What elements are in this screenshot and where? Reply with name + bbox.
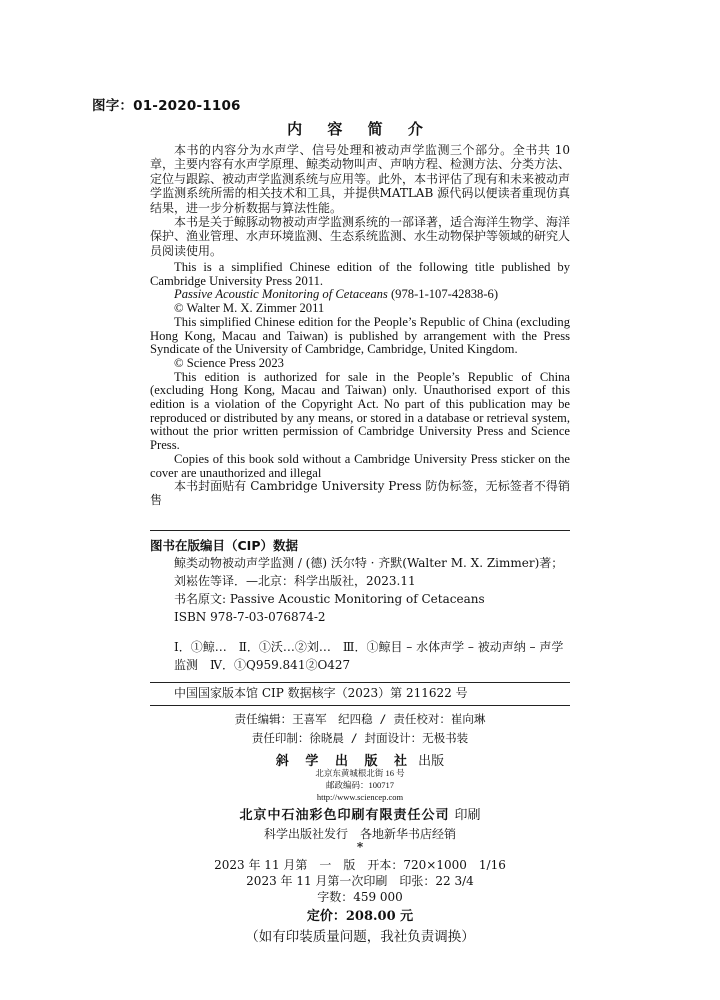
- original-isbn: (978-1-107-42838-6): [387, 287, 499, 302]
- printer-name: 北京中石油彩色印刷有限责任公司: [239, 808, 450, 823]
- intro-paragraph-1: 本书的内容分为水声学、信号处理和被动声学监测三个部分。全书共 10 章，主要内容有水声学原理、鲸类动物叫声、声呐方程、检测方法、分类方法、定位与跟踪、被动声学监测系统与应用等。此外，本书评估了现有和未来被动声学监测系统所需的相关技术和工具，并提供MATLAB 源代码以便读者重现仿真结果，进一步分析数据与算法性能。: [150, 143, 571, 215]
- publisher-name: 斜 学 出 版 社: [275, 754, 413, 769]
- cip-original-title: 书名原文: Passive Acoustic Monitoring of Cetaceans: [174, 592, 485, 606]
- quality-note: （如有印装质量问题，我社负责调换）: [245, 929, 475, 945]
- sticker-note-zh: 本书封面贴有 Cambridge University Press 防伪标签，无标签者不得销售: [150, 479, 570, 507]
- section-title: 内 容 简 介: [287, 120, 433, 138]
- cip-heading: 图书在版编目（CIP）数据: [150, 538, 298, 553]
- cip-library-record: [150, 684, 570, 702]
- original-title-line: [150, 288, 570, 302]
- price: 定价：208.00 元: [306, 909, 414, 924]
- publisher-postcode: 邮政编码：100717: [325, 780, 394, 790]
- sticker-note: Copies of this book sold without a Cambridge University Press sticker on the cover are unauthorized and illegal: [150, 451, 570, 480]
- arrangement-note: This simplified Chinese edition for the People’s Republic of China (excluding Hong Kong, Macau and Taiwan) is published by arrangement with the Press Syndicate of the University of Cambridge, Cambridge, United Kingdom.: [150, 314, 570, 357]
- publisher-role: 出版: [418, 754, 445, 769]
- staff-line-2: 责任印制：徐晓晨 / 封面设计：无极书装: [251, 731, 469, 745]
- original-title: Passive Acoustic Monitoring of Cetaceans: [174, 287, 388, 302]
- divider-top: [150, 530, 570, 531]
- staff-line-1: 责任编辑：王喜军 纪四稳 / 责任校对：崔向琳: [234, 712, 486, 726]
- intro-section: [150, 143, 570, 258]
- edition-note: This is a simplified Chinese edition of the following title published by Cambridge University Press 2011.: [150, 260, 570, 288]
- edition-line-1: 2023 年 11 月第 一 版 开本：720×1000 1/16: [214, 858, 506, 872]
- registration-number: 图字：01-2020-1106: [92, 98, 241, 114]
- sale-note: This edition is authorized for sale in the People’s Republic of China (excluding Hong Kong, Macau and Taiwan) only. Unauthorised export of this edition is a violation of the Copyright Act. No part of this publication may be reproduced or distributed by any means, or stored in a database or retrieval system, without the prior written permission of Cambridge University Press and Science Press.: [150, 369, 570, 453]
- copyright-section: [150, 261, 570, 508]
- cip-subjects: Ⅰ．①鲸… Ⅱ．①沃…②刘… Ⅲ．①鲸目 – 水体声学 – 被动声纳 – 声学监测 Ⅳ．①Q959.841②O427: [174, 640, 564, 672]
- word-count: 字数：459 000: [317, 890, 403, 904]
- printer-role: 印刷: [454, 808, 481, 823]
- separator-star: *: [356, 840, 364, 854]
- cip-block: [150, 554, 570, 674]
- divider-bottom: [150, 705, 570, 706]
- author-copyright: © Walter M. X. Zimmer 2011: [174, 301, 325, 316]
- intro-paragraph-2: 本书是关于鲸豚动物被动声学监测系统的一部译著，适合海洋生物学、海洋保护、渔业管理、水声环境监测、生态系统监测、水生动物保护等领域的研究人员阅读使用。: [150, 215, 571, 258]
- publisher-address: 北京东黄城根北街 16 号: [315, 768, 405, 778]
- distribution: 科学出版社发行 各地新华书店经销: [263, 827, 456, 841]
- press-copyright: © Science Press 2023: [174, 355, 284, 370]
- publisher-website: http://www.sciencep.com: [316, 792, 404, 802]
- printer-line: [150, 804, 570, 823]
- edition-line-2: 2023 年 11 月第一次印刷 印张：22 3/4: [246, 874, 474, 888]
- cip-isbn: ISBN 978-7-03-076874-2: [174, 610, 326, 624]
- publisher-line: [150, 750, 570, 769]
- library-record-text: 中国国家版本馆 CIP 数据核字（2023）第 211622 号: [174, 686, 468, 700]
- cip-record: 鲸类动物被动声学监测 / (德) 沃尔特 · 齐默(Walter M. X. Zimmer)著；刘崧佐等译．—北京：科学出版社，2023.11: [174, 556, 564, 588]
- divider-mid: [150, 682, 570, 683]
